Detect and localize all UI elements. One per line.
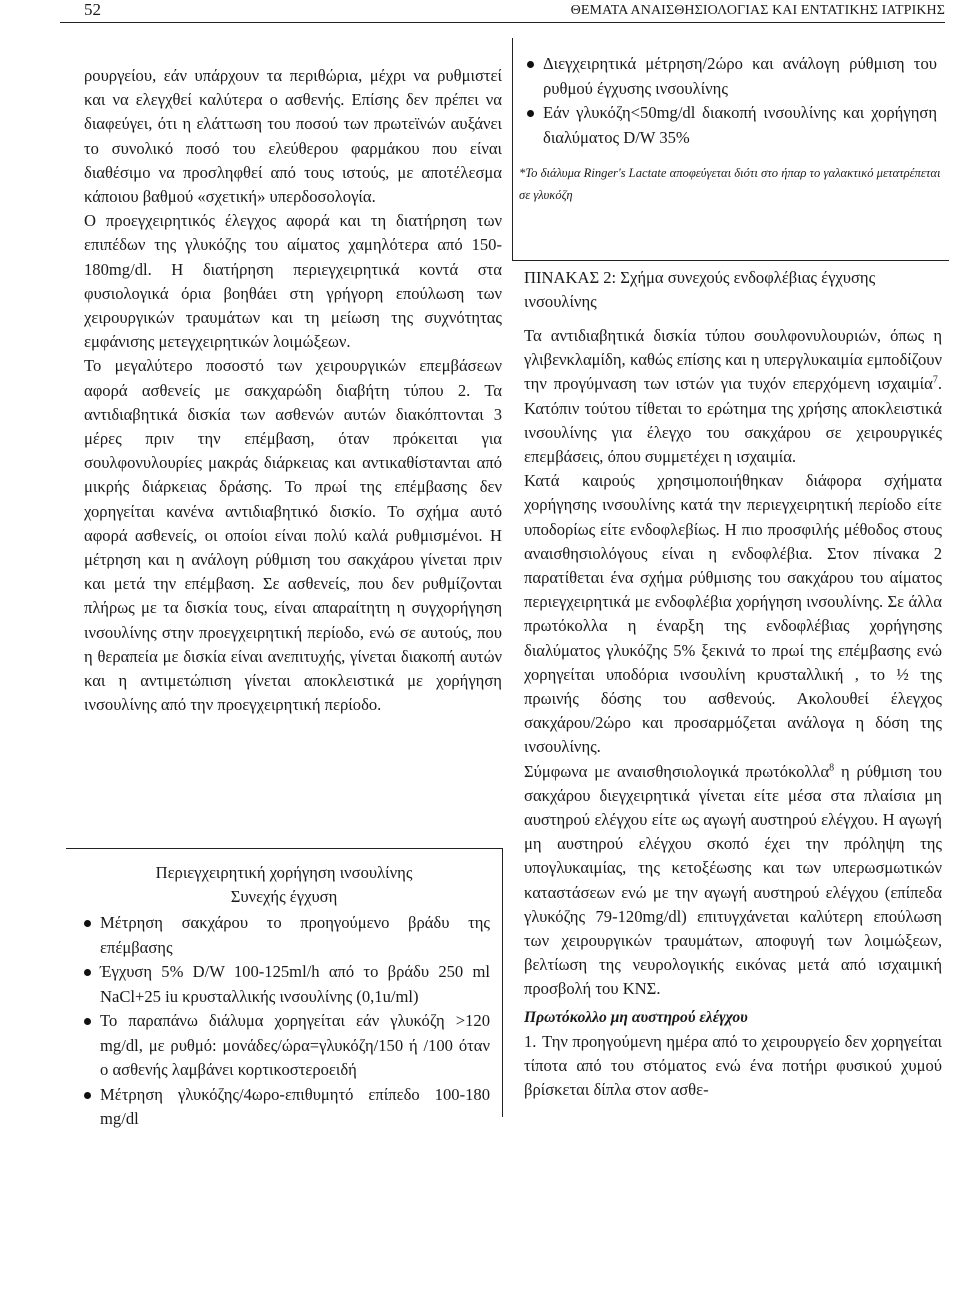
box-bullet-list-continued [513, 52, 949, 150]
reference-7: 7 [932, 374, 938, 386]
section-heading: Πρωτόκολλο μη αυστηρού ελέγχου [524, 1008, 748, 1026]
paragraph-4 [524, 324, 942, 469]
list-item: Εάν γλυκόζη<50mg/dl διακοπή ινσουλίνης και χορήγηση διαλύματος D/W 35% [527, 101, 937, 150]
paragraph-6-part-b: η ρύθμιση του σακχάρου διεγχειρητικά γίνεται είτε μέσα στα πλαίσια μη αυστηρού ελέγχου είτε ως αγωγή αυστηρού ελέγχου. Η αγωγή μη αυστηρού ελέγχου σκοπό έχει την πρόληψη της υπογλυκαιμίας, της κετοξέωσης και των υπερωσμωτικών καταστάσεων ενώ με την αγωγή αυστηρού ελέγχου (επίπεδα γλυκόζης 79-120mg/dl) επιτυγχάνεται καλύτερη επούλωση των χειρουργικών τραυμάτων, αποφυγή των λοιμώξεων, βελτίωση της νευρολογικής εικόνας μετά από ισχαιμική προσβολή του ΚΝΣ. [524, 761, 942, 999]
paragraph-5: Κατά καιρούς χρησιμοποιήθηκαν διάφορα σχήματα χορήγησης ινσουλίνης κατά την περιεγχειρητική περίοδο είτε υποδορίως είτε ενδοφλεβίως. Η πιο προσφιλής μέθοδος στους αναισθησιολόγους είναι η ενδοφλέβια. Στον πίνακα 2 παρατίθεται ένα σχήμα ρύθμισης του σακχάρου του αίματος περιεγχειρητικά με ενδοφλέβια χορήγηση ινσουλίνης. Σε άλλα πρωτόκολλα η έναρξη της ενδοφλέβιας χορήγησης διαλύματος γλυκόζης 5% ξεκινά το πρωί της επέμβασης ενώ χορηγείται υποδόρια ινσουλίνη κρυσταλλική , το ½ της πρωινής δόσης του ασθενούς. Ακολουθεί έλεγχος σακχάρου/2ώρο και προσαρμόζεται ανάλογα η δόση της ινσουλίνης. [524, 471, 942, 757]
insulin-protocol-box [66, 848, 503, 1128]
item-text: Την προηγούμενη ημέρα από το χειρουργείο δεν χορηγείται τίποτα από του στόματος ενώ ένα ποτήρι φυσικού χυμού βρίσκεται δίπλα στον ασθε- [524, 1031, 942, 1100]
paragraph-1: ρουργείου, εάν υπάρχουν τα περιθώρια, μέχρι να ρυθμιστεί και να ελεγχθεί καλύτερα ο ασθενής. Επίσης δεν πρέπει να διαφεύγει, ότι η ελάττωση του ποσού των πρωτεϊνών αυξάνει το συνολικό ποσό του ελεύθερου φαρμάκου που είναι διαθέσιμο να προσληφθεί από τους ιστούς, με αποτέλεσμα κάποιου βαθμού «σχετική» υπερδοσολογία. [84, 66, 502, 207]
box-bullet-list [66, 911, 502, 1132]
table-caption: ΠΙΝΑΚΑΣ 2: Σχήμα συνεχούς ενδοφλέβιας έγχυσης ινσουλίνης [524, 268, 876, 311]
paragraph-6-part-a: Σύμφωνα με αναισθησιολογικά πρωτόκολλα [524, 761, 830, 781]
item-number: 1. [524, 1031, 537, 1051]
reference-8: 8 [829, 762, 835, 774]
numbered-item-1 [524, 1030, 942, 1103]
box-footnote: *Το διάλυμα Ringer's Lactate αποφεύγεται διότι στο ήπαρ το γαλακτικό μετατρέπεται σε γλυκόζη [519, 166, 941, 202]
insulin-protocol-box-continued [512, 38, 949, 261]
list-item: Έγχυση 5% D/W 100-125ml/h από το βράδυ 250 ml NaCl+25 iu κρυσταλλικής ινσουλίνης (0,1u/ml) [84, 960, 490, 1009]
running-title: ΘΕΜΑΤΑ ΑΝΑΙΣΘΗΣΙΟΛΟΓΙΑΣ ΚΑΙ ΕΝΤΑΤΙΚΗΣ ΙΑΤΡΙΚΗΣ [570, 3, 945, 18]
box-subtitle: Συνεχής έγχυση [230, 887, 338, 906]
right-column [524, 324, 942, 1102]
list-item: Μέτρηση γλυκόζης/4ωρο-επιθυμητό επίπεδο 100-180 mg/dl [84, 1083, 490, 1132]
paragraph-4-part-a: Τα αντιδιαβητικά δισκία τύπου σουλφονυλουριών, όπως η γλιβενκλαμίδη, καθώς επίσης και η υπεργλυκαιμία εμποδίζουν την προγύμναση των ιστών για τυχόν επερχόμενη ισχαιμία [524, 326, 942, 394]
paragraph-2: Ο προεγχειρητικός έλεγχος αφορά και τη διατήρηση των επιπέδων της γλυκόζης του αίματος χαμηλότερα από 150-180mg/dl. Η διατήρηση περιεγχειρητικά κοντά στα φυσιολογικά όρια βοηθάει στη γρήγορη επούλωση των χειρουργικών τραυμάτων και τη μείωση της συχνότητας εμφάνισης μετεγχειρητικών λοιμώξεων. [84, 211, 502, 352]
page-header [60, 0, 945, 23]
page-number: 52 [84, 0, 101, 19]
left-column [84, 64, 502, 717]
paragraph-4-part-b: . Κατόπιν τούτου τίθεται το ερώτημα της χρήσης αποκλειστικά ινσουλίνης για έλεγχο του σακχάρου σε χειρουργικές επεμβάσεις, όπου συμμετέχει η ισχαιμία. [524, 374, 942, 467]
box-title: Περιεγχειρητική χορήγηση ινσουλίνης [155, 863, 413, 882]
list-item: Το παραπάνω διάλυμα χορηγείται εάν γλυκόζη >120 mg/dl, με ρυθμό: μονάδες/ώρα=γλυκόζη/150 ή /100 όταν ο ασθενής λαμβάνει κορτικοστεροειδή [84, 1009, 490, 1083]
paragraph-6 [524, 760, 942, 1002]
list-item: Μέτρηση σακχάρου το προηγούμενο βράδυ της επέμβασης [84, 911, 490, 960]
paragraph-3: Το μεγαλύτερο ποσοστό των χειρουργικών επεμβάσεων αφορά ασθενείς με σακχαρώδη διαβήτη τύπου 2. Τα αντιδιαβητικά δισκία των ασθενών αυτών διακόπτονται 3 μέρες πριν την επέμβαση, όταν πρόκειται για σουλφονυλουρίες μακράς διάρκειας και αντικαθίστανται από μικρής διάρκειας δράσης. Το πρωί της επέμβασης δεν χορηγείται κανένα αντιδιαβητικό δισκίο. Το σχήμα αυτό αφορά ασθενείς, οι οποίοι είναι πολύ καλά ρυθμισμένοι. Η μέτρηση και η ανάλογη ρύθμιση του σακχάρου γίνεται πριν και μετά την επέμβαση. Σε ασθενείς, που δεν ρυθμίζονται πλήρως με τα δισκία τους, είναι απαραίτητη η συγχορήγηση ινσουλίνης στην προεγχειρητική περίοδο, ενώ σε αυτούς, που η θεραπεία με δισκία είναι ανεπιτυχής, γίνεται διακοπή αυτών και η αντιμετώπιση γίνεται αποκλειστικά με χορήγηση ινσουλίνης από την προεγχειρητική περίοδο. [84, 356, 502, 715]
list-item: Διεγχειρητικά μέτρηση/2ώρο και ανάλογη ρύθμιση του ρυθμού έγχυσης ινσουλίνης [527, 52, 937, 101]
